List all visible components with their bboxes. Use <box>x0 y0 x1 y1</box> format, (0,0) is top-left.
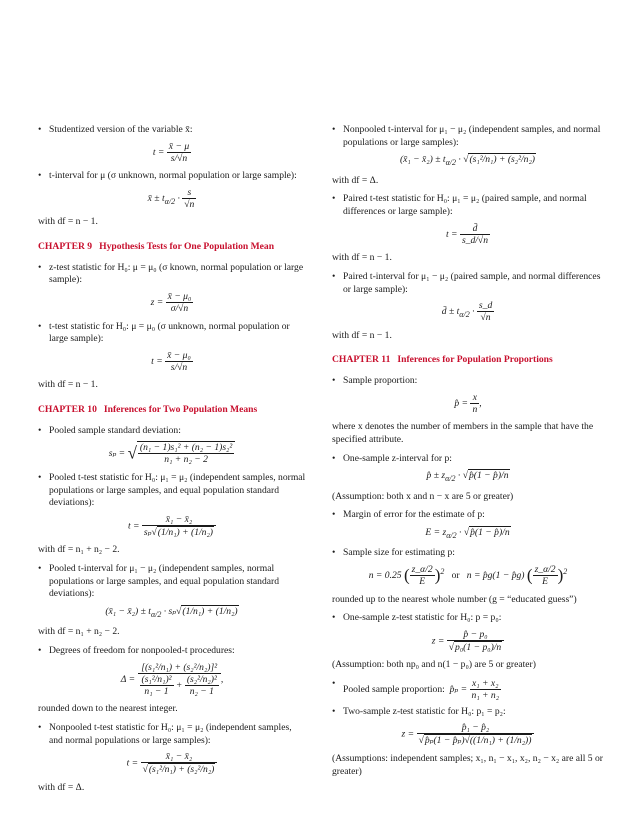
note-df: with df = n − 1. <box>332 329 392 341</box>
bullet-pooled-proportion: • Pooled sample proportion: p̂ₚ = $\frac{\text{x₁ + x₂}}{\text{n₁ + n₂}}$ <box>332 678 500 702</box>
bullet-sample-size: • Sample size for estimating p: <box>332 547 455 559</box>
note-rounding: rounded up to the nearest whole number (g = “educated guess”) <box>332 593 577 605</box>
bullet-paired-t-test: • Paired t-test statistic for H₀: μ₁ = μ₂ (paired sample, and normal differences or large sample): <box>332 193 587 218</box>
formula-z-interval: p̂ ± $z_{\alpha/2}$ · √p̂(1 − p̂)/n <box>426 470 509 484</box>
bullet-dot: • <box>38 124 42 135</box>
bullet-dot: • <box>332 452 336 464</box>
chapter-9-heading: CHAPTER 9 Hypothesis Tests for One Population Mean <box>38 241 275 253</box>
formula-nonpooled-t-interval: (x̄₁ − x̄₂) ± $t_{\alpha/2} \cdot √(s_1^2/n_1) + (s_2^2/n_2)$ <box>399 154 535 168</box>
note-assumption: (Assumption: both np₀ and n(1 − p₀) are 5 or greater) <box>332 659 536 671</box>
formula-paired-t-test: t = $\frac{d̄}{s\_d/√n}$ <box>445 222 488 246</box>
bullet-dot: • <box>332 612 336 624</box>
formula-studentized: t = $\frac{x̄ - \mu}{s/√n}$ <box>152 140 190 164</box>
formula-nonpooled-t-test: t = $\frac{\text{x̄₁ − x̄₂}}{\text{√(s₁²/n₁) + (s₂²/n₂)}}$ <box>38 751 306 776</box>
note-df: with df = n₁ + n₂ − 2. <box>38 626 120 638</box>
bullet-dot: • <box>332 124 336 135</box>
bullet-dot: • <box>332 270 336 282</box>
bullet-t-interval: • t-interval for μ (σ unknown, normal population or large sample): <box>38 170 297 182</box>
note-df: with df = n − 1. <box>332 252 392 264</box>
formula-pooled-t-interval: (x̄₁ − x̄₂) ± $t_{\alpha/2} \cdot s_p√(1/n_1) + (1/n_2)$ <box>105 606 238 619</box>
bullet-margin-error: • Margin of error for the estimate of p: <box>332 509 485 521</box>
formula-two-sample-z-test: z = $\frac{\text{p̂₁ − p̂₂}}{\text{√p̂ₚ(1 − p̂ₚ)√((1/n₁) + (1/n₂))}}$ <box>332 722 604 747</box>
bullet-pooled-t-test: • Pooled t-test statistic for H₀: μ₁ = μ₂ (independent samples, normal populations or large samples, and equal population standard deviations): <box>38 471 306 509</box>
bullet-dot: • <box>38 170 42 182</box>
bullet-z-interval: • One-sample z-interval for p: <box>332 452 452 464</box>
right-column <box>332 124 604 784</box>
bullet-dot: • <box>332 509 336 521</box>
chapter-10-heading: CHAPTER 10 Inferences for Two Population Means <box>38 404 258 416</box>
bullet-one-sample-z-test: • One-sample z-test statistic for H₀: p = p₀: <box>332 612 502 624</box>
bullet-dot: • <box>332 193 336 205</box>
bullet-t-test: • t-test statistic for H₀: μ = μ₀ (σ unknown, normal population or large sample): <box>38 320 290 345</box>
bullet-dot: • <box>332 705 336 717</box>
formula-sample-size: n = 0.25 ( $\frac{z\_\alpha/2}{E}$ )$^2$ or n = p̂g(1 − p̂g) ( $\frac{z\_\alpha/2}{E}$ )$^2$ <box>368 564 568 588</box>
bullet-dot: • <box>38 645 42 657</box>
formula-pooled-sd: sₚ = √ $\frac{\text{(n₁ − 1)s₁² + (n₂ − 1)s₂²}}{\text{n₁ + n₂ − 2}}$ <box>38 441 306 466</box>
bullet-dot: • <box>38 261 42 273</box>
formula-t-test: t = $\frac{\text{x̄ − μ₀}}{s/√n}$ <box>151 349 191 373</box>
bullet-dot: • <box>332 375 336 387</box>
formula-t-interval: x̄ ± $t_{\alpha/2}$ · $\frac{s}{√n}$ <box>147 186 195 210</box>
note-df: with df = Δ. <box>38 781 85 793</box>
bullet-pooled-t-interval: • Pooled t-interval for μ₁ − μ₂ (independent samples, normal populations or large samples, and equal population standard deviations): <box>38 563 280 600</box>
bullet-nonpooled-t-test: • Nonpooled t-test statistic for H₀: μ₁ = μ₂ (independent samples, and normal populations or large samples): <box>38 721 292 746</box>
bullet-dot: • <box>38 721 42 733</box>
bullet-nonpooled-t-interval: • Nonpooled t-interval for μ₁ − μ₂ (independent samples, and normal populations or large samples): <box>332 124 601 148</box>
bullet-dot: • <box>38 320 42 332</box>
bullet-dot: • <box>332 678 336 690</box>
formula-paired-t-interval: d̄ ± $t_{\alpha/2}$ · $\frac{s\_d}{√n}$ <box>441 300 493 324</box>
note-rounding: rounded down to the nearest integer. <box>38 703 178 715</box>
bullet-dot: • <box>38 471 42 483</box>
note-df: with df = n − 1. <box>38 216 98 228</box>
bullet-paired-t-interval: • Paired t-interval for μ₁ − μ₂ (paired sample, and normal differences or large sample): <box>332 270 601 295</box>
bullet-z-test: • z-test statistic for H₀: μ = μ₀ (σ known, normal population or large sample): <box>38 261 304 286</box>
formula-z-test: z = $\frac{\text{x̄ − μ₀}}{\sigma/√n}$ <box>150 291 192 315</box>
note-df: with df = Δ. <box>332 174 379 186</box>
formula-one-sample-z-test: z = $\frac{\text{p̂ − p₀}}{\text{√p₀(1 − p₀)/n}}$ <box>332 629 604 654</box>
note-assumption: (Assumptions: independent samples; x₁, n₁ − x₁, x₂, n₂ − x₂ are all 5 or greater) <box>332 752 603 777</box>
formula-nonpooled-df: Δ = [(s₁²/n₁) + (s₂²/n₂)]² $\frac{\text{(s₁²/n₁)²}}{\text{n₁ − 1}}$ + $\frac{\text{(s₂²/n₂)²}}{\text{n₂ − 1}}$ , <box>120 661 224 697</box>
formula-margin-error: $E = z_{\alpha/2}$ · √p̂(1 − p̂)/n <box>425 527 510 540</box>
chapter-11-heading: CHAPTER 11 Inferences for Population Proportions <box>332 354 553 366</box>
bullet-two-sample-z-test: • Two-sample z-test statistic for H₀: p₁ = p₂: <box>332 705 506 717</box>
note-df: with df = n₁ + n₂ − 2. <box>38 544 120 556</box>
bullet-dot: • <box>38 563 42 575</box>
formula-pooled-t-test: t = $\frac{\text{x̄₁ − x̄₂}}{\text{sₚ√(1/n₁) + (1/n₂)}}$ <box>38 514 306 539</box>
bullet-sample-proportion: • Sample proportion: <box>332 375 418 387</box>
note-assumption: (Assumption: both x and n − x are 5 or greater) <box>332 490 514 502</box>
bullet-pooled-sd: • Pooled sample standard deviation: <box>38 424 181 436</box>
bullet-studentized: • Studentized version of the variable x̄: <box>38 124 193 135</box>
note-df: with df = n − 1. <box>38 379 98 391</box>
left-column <box>38 124 306 800</box>
formula-sample-proportion: p̂ = $\frac{x}{n}$ , <box>454 391 482 415</box>
note-x-definition: where x denotes the number of members in the sample that have the specified attribute. <box>332 421 594 445</box>
bullet-dot: • <box>332 547 336 559</box>
bullet-nonpooled-df: • Degrees of freedom for nonpooled-t procedures: <box>38 645 235 657</box>
bullet-dot: • <box>38 424 42 436</box>
